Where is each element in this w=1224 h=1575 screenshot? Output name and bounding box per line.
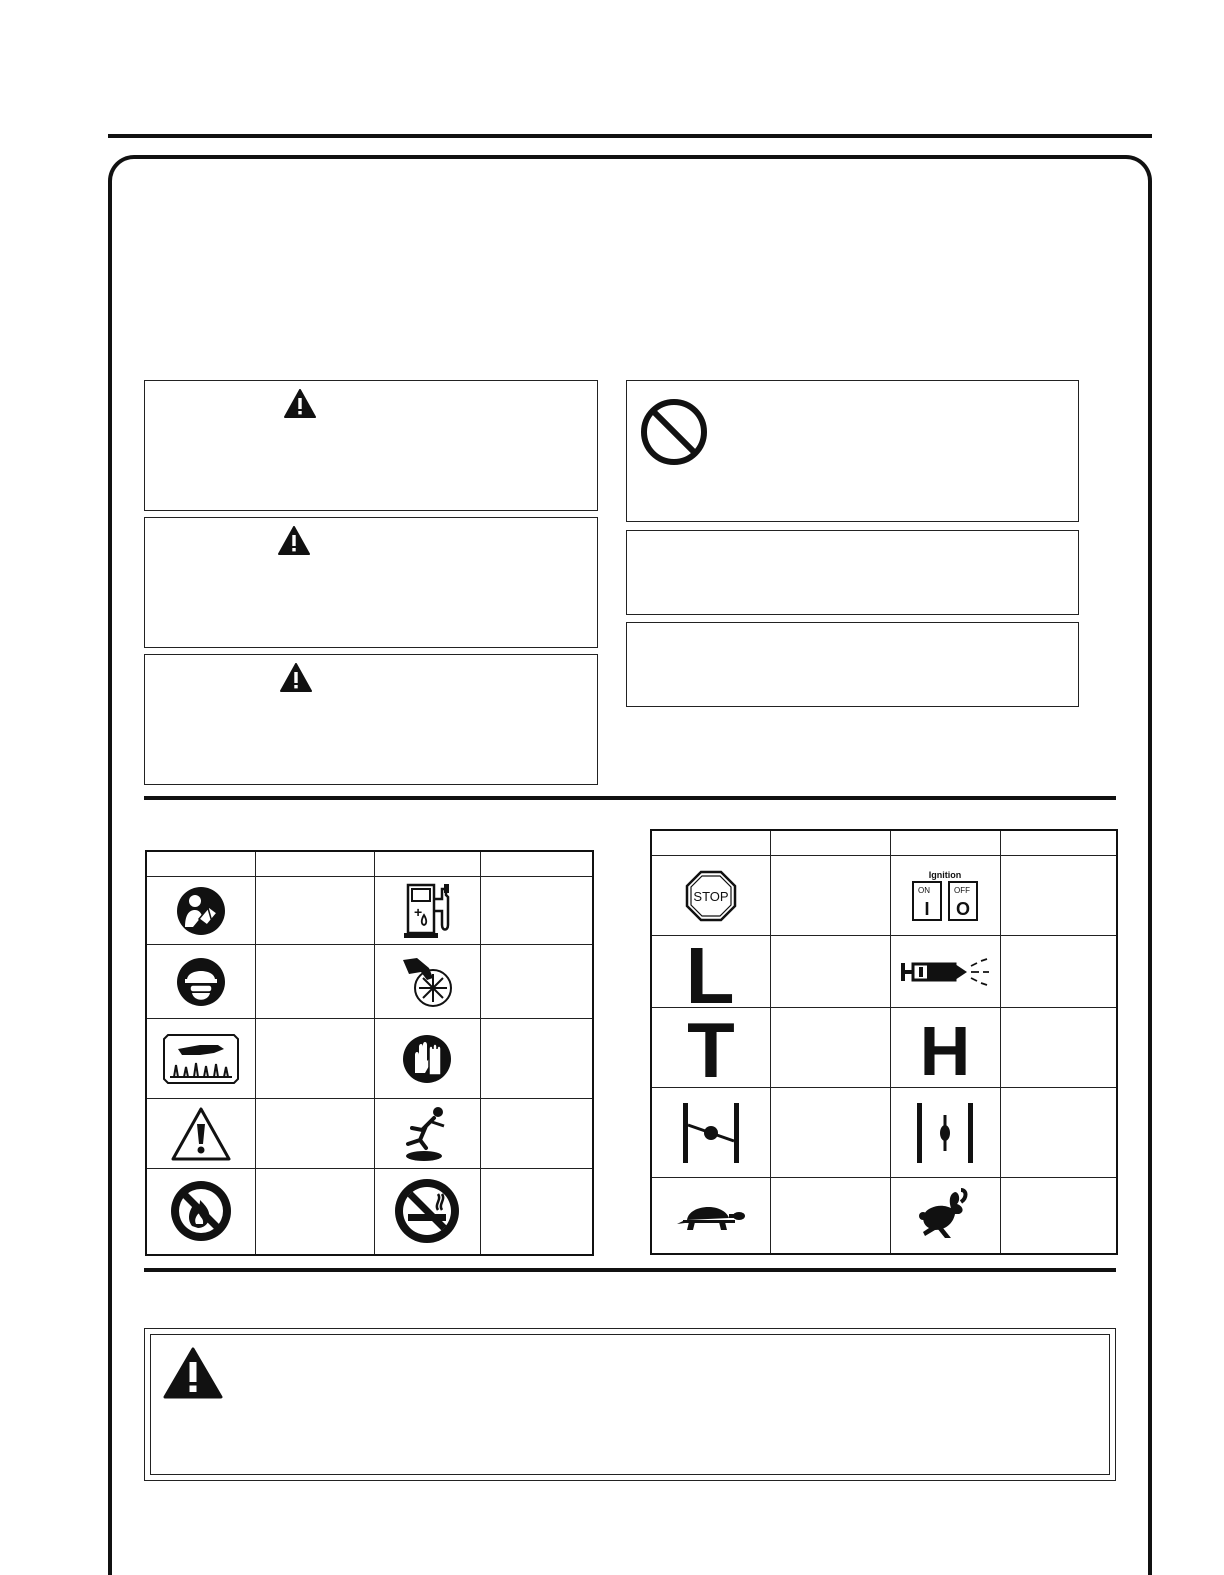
description-cell bbox=[770, 936, 890, 1008]
symbol-cell bbox=[146, 945, 255, 1019]
description-cell bbox=[1000, 1008, 1117, 1088]
symbol-table-left bbox=[145, 850, 594, 1256]
symbol-cell bbox=[651, 856, 770, 936]
symbol-cell bbox=[146, 1169, 255, 1255]
symbol-cell bbox=[374, 1169, 480, 1255]
bottom-warning-box bbox=[144, 1328, 1116, 1481]
table-row bbox=[146, 1169, 593, 1255]
warning-panel-3 bbox=[144, 654, 598, 785]
warning-triangle-icon bbox=[278, 526, 310, 555]
section-rule-2 bbox=[144, 1268, 1116, 1272]
table-row bbox=[146, 1019, 593, 1099]
hard-hat-goggles-icon bbox=[175, 956, 227, 1008]
symbol-cell bbox=[374, 877, 480, 945]
table-header-row bbox=[146, 851, 593, 877]
no-open-flame-icon bbox=[168, 1178, 234, 1244]
symbol-cell bbox=[890, 1088, 1000, 1178]
bottom-warning-inner-border bbox=[150, 1334, 1110, 1475]
letter-t-icon bbox=[686, 1015, 736, 1081]
rabbit-fast-icon bbox=[915, 1188, 975, 1242]
prohibition-icon bbox=[639, 397, 709, 467]
description-cell bbox=[770, 1178, 890, 1254]
description-cell bbox=[255, 877, 374, 945]
ignition-on-mark: I bbox=[924, 898, 930, 919]
description-cell bbox=[480, 1019, 593, 1099]
symbol-cell bbox=[651, 936, 770, 1008]
letter-l-text: L bbox=[685, 938, 735, 1005]
description-cell bbox=[1000, 1178, 1117, 1254]
table-row bbox=[146, 877, 593, 945]
turtle-slow-icon bbox=[675, 1198, 747, 1232]
letter-t-text: T bbox=[686, 1014, 735, 1081]
letter-h-text: H bbox=[920, 1017, 970, 1078]
description-cell bbox=[255, 1169, 374, 1255]
table-row bbox=[146, 1099, 593, 1169]
symbol-cell bbox=[374, 945, 480, 1019]
symbol-cell bbox=[890, 856, 1000, 936]
table-row bbox=[651, 936, 1117, 1008]
table-row bbox=[146, 945, 593, 1019]
slip-fall-icon bbox=[396, 1104, 458, 1164]
stop-sign-icon bbox=[685, 870, 737, 922]
description-cell bbox=[255, 1099, 374, 1169]
hand-entanglement-icon bbox=[399, 954, 455, 1010]
symbol-cell bbox=[374, 1099, 480, 1169]
description-cell bbox=[255, 945, 374, 1019]
warning-panel-2 bbox=[144, 517, 598, 648]
symbol-cell bbox=[374, 1019, 480, 1099]
gloves-icon bbox=[401, 1033, 453, 1085]
choke-closed-icon bbox=[679, 1101, 743, 1165]
warning-triangle-icon bbox=[170, 1106, 232, 1162]
symbol-cell bbox=[890, 1008, 1000, 1088]
table-row bbox=[651, 1178, 1117, 1254]
no-smoking-icon bbox=[392, 1176, 462, 1246]
note-panel-2 bbox=[626, 622, 1079, 707]
symbol-cell bbox=[890, 936, 1000, 1008]
description-cell bbox=[1000, 1088, 1117, 1178]
stop-text: STOP bbox=[693, 888, 729, 904]
description-cell bbox=[480, 877, 593, 945]
symbol-cell bbox=[890, 1178, 1000, 1254]
warning-triangle-icon bbox=[284, 389, 316, 418]
symbol-cell bbox=[651, 1178, 770, 1254]
description-cell bbox=[770, 1088, 890, 1178]
warning-triangle-icon bbox=[280, 663, 312, 692]
hot-surface-hand-icon bbox=[160, 1033, 242, 1085]
svg-text:+: + bbox=[414, 903, 423, 920]
fuel-pump-icon bbox=[402, 881, 452, 941]
table-header-row bbox=[651, 830, 1117, 856]
table-row bbox=[651, 856, 1117, 936]
description-cell bbox=[480, 945, 593, 1019]
symbol-cell bbox=[146, 1099, 255, 1169]
description-cell bbox=[480, 1099, 593, 1169]
description-cell bbox=[770, 856, 890, 936]
description-cell bbox=[1000, 936, 1117, 1008]
symbol-cell bbox=[146, 1019, 255, 1099]
read-manual-icon bbox=[175, 885, 227, 937]
table-row bbox=[651, 1088, 1117, 1178]
choke-open-icon bbox=[913, 1101, 977, 1165]
description-cell bbox=[1000, 856, 1117, 936]
symbol-table-right bbox=[650, 829, 1118, 1255]
letter-h-icon bbox=[920, 1018, 970, 1078]
ignition-switch-icon bbox=[899, 868, 991, 924]
prohibition-panel bbox=[626, 380, 1079, 522]
symbol-cell bbox=[651, 1088, 770, 1178]
note-panel-1 bbox=[626, 530, 1079, 615]
description-cell bbox=[480, 1169, 593, 1255]
table-row bbox=[651, 1008, 1117, 1088]
ignition-on-label: ON bbox=[918, 885, 930, 895]
ignition-title: Ignition bbox=[928, 869, 962, 880]
section-rule-1 bbox=[144, 796, 1116, 800]
warning-triangle-icon bbox=[163, 1347, 223, 1399]
ignition-off-label: OFF bbox=[954, 885, 970, 895]
letter-l-icon bbox=[686, 939, 736, 1005]
primer-pump-icon bbox=[897, 957, 993, 987]
warning-panel-1 bbox=[144, 380, 598, 511]
symbol-cell bbox=[146, 877, 255, 945]
header-rule bbox=[108, 134, 1152, 138]
description-cell bbox=[770, 1008, 890, 1088]
description-cell bbox=[255, 1019, 374, 1099]
symbol-cell bbox=[651, 1008, 770, 1088]
ignition-off-mark: O bbox=[955, 898, 971, 919]
